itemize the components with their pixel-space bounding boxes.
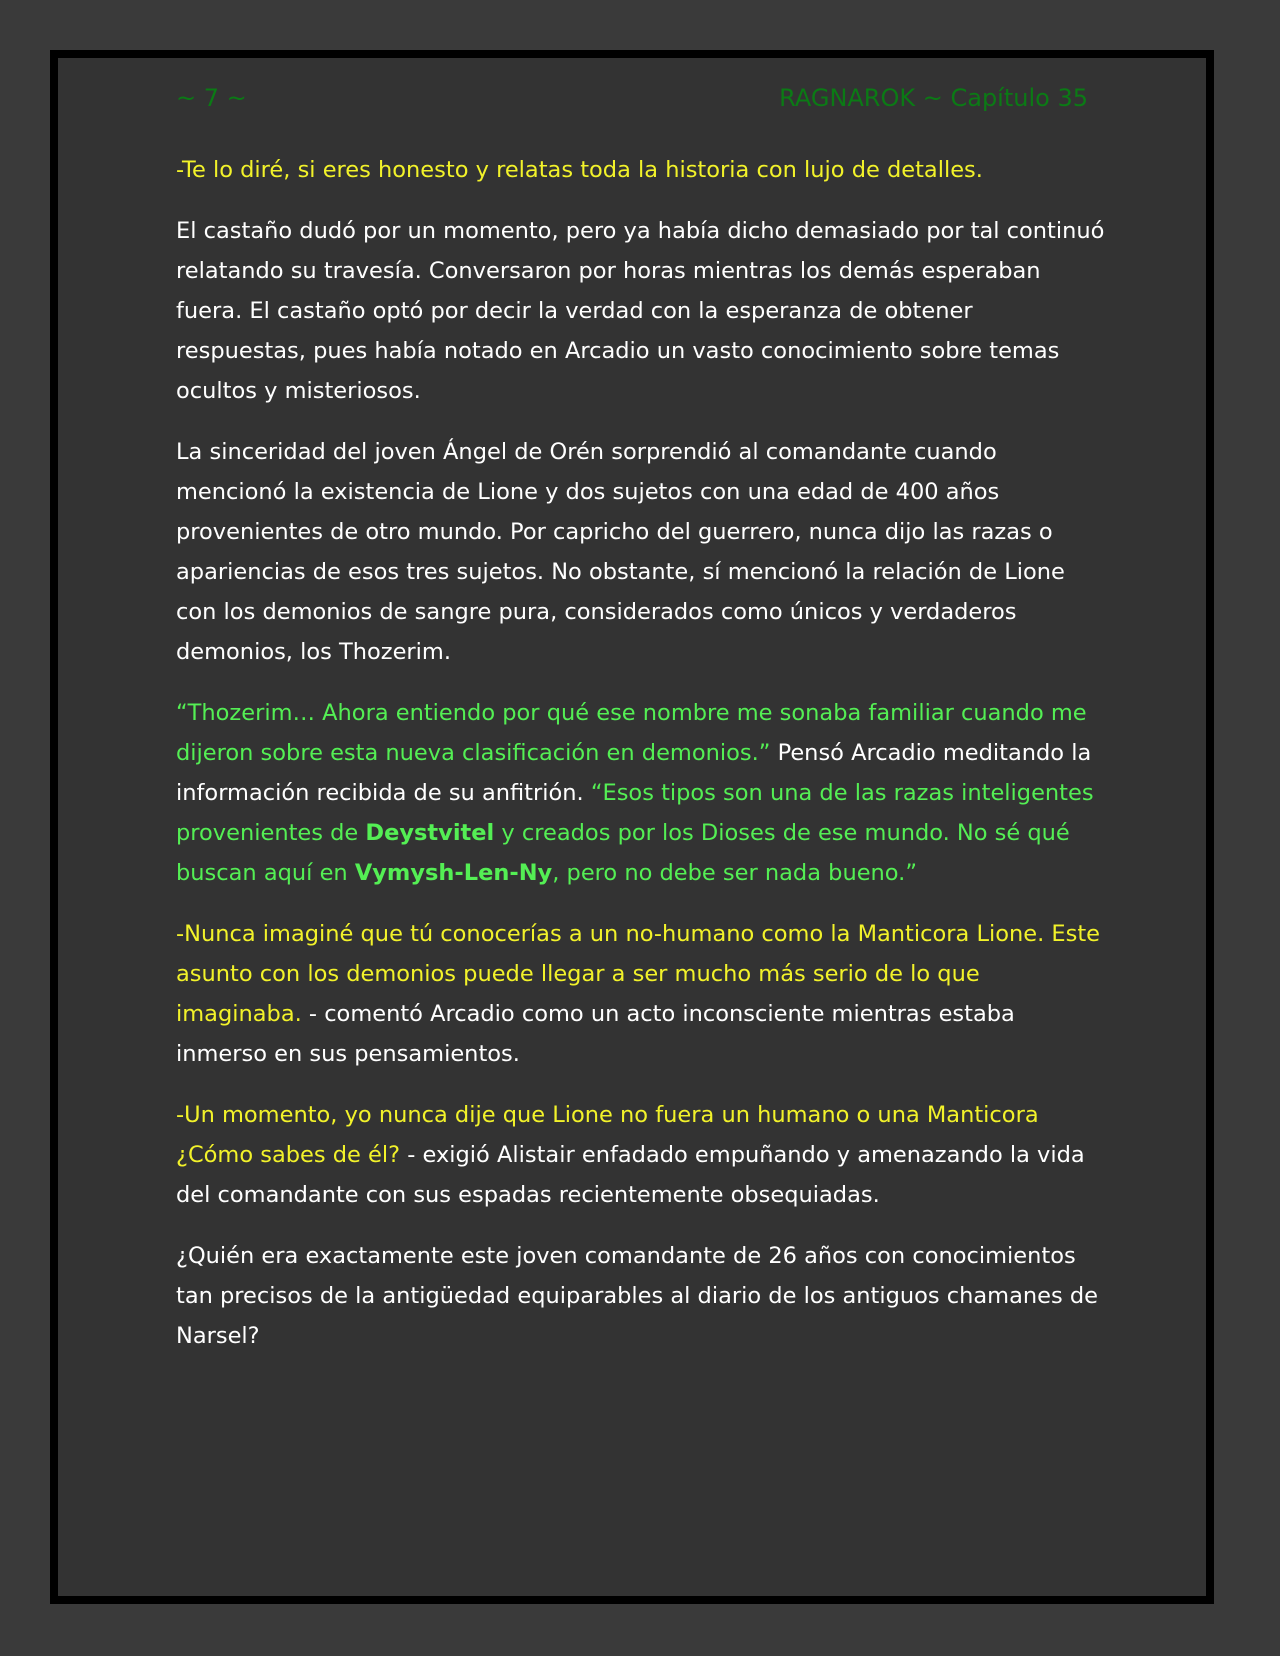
- dialogue-paragraph: [176, 914, 1106, 1074]
- body-text: [176, 150, 1106, 1377]
- page-frame: [50, 50, 1214, 1604]
- thought-text: , pero no debe ser nada bueno.”: [552, 860, 917, 886]
- chapter-title: RAGNAROK ~ Capítulo 35: [779, 84, 1088, 112]
- narration-text: ¿Quién era exactamente este joven comandante de 26 años con conocimientos tan precisos de la antigüedad equiparables al diario de los antiguos chamanes de Narsel?: [176, 1243, 1098, 1349]
- world-name-deystvitel: Deystvitel: [365, 820, 495, 846]
- narration-text: La sinceridad del joven Ángel de Orén sorprendió al comandante cuando mencionó la existencia de Lione y dos sujetos con una edad de 400 años provenientes de otro mundo. Por capricho del guerrero, nunca dijo las razas o apariencias de esos tres sujetos. No obstante, sí mencionó la relación de Lione con los demonios de sangre pura, considerados como únicos y verdaderos demonios, los Thozerim.: [176, 439, 1065, 665]
- thought-text: “Thozerim… Ahora entiendo por qué ese nombre me sonaba familiar cuando me dijeron sobre esta nueva clasificación en demonios.”: [176, 700, 1087, 766]
- thought-text: y creados por los Dioses de ese mundo. No sé qué buscan aquí en: [176, 820, 1070, 886]
- dialogue-text: -Nunca imaginé que tú conocerías a un no-humano como la Manticora Lione. Este asunto con los demonios puede llegar a ser mucho más serio de lo que imaginaba.: [176, 921, 1101, 1027]
- page-number: ~ 7 ~: [176, 84, 247, 112]
- dialogue-text: -Te lo diré, si eres honesto y relatas toda la historia con lujo de detalles.: [176, 157, 983, 183]
- dialogue-paragraph: [176, 150, 1106, 190]
- world-name-vymysh-len-ny: Vymysh-Len-Ny: [354, 860, 553, 886]
- narration-text: Pensó Arcadio meditando la información recibida de su anfitrión.: [176, 740, 1092, 806]
- narration-paragraph: [176, 432, 1106, 672]
- narration-paragraph: [176, 211, 1106, 411]
- narration-text: El castaño dudó por un momento, pero ya había dicho demasiado por tal continuó relatando su travesía. Conversaron por horas mientras los demás esperaban fuera. El castaño optó por decir la verdad con la esperanza de obtener respuestas, pues había notado en Arcadio un vasto conocimiento sobre temas ocultos y misteriosos.: [176, 218, 1105, 404]
- thought-paragraph: [176, 693, 1106, 893]
- dialogue-paragraph: [176, 1095, 1106, 1215]
- running-header: [176, 84, 1088, 124]
- narration-text: - comentó Arcadio como un acto inconsciente mientras estaba inmerso en sus pensamientos.: [176, 1001, 1015, 1067]
- thought-text: “Esos tipos son una de las razas inteligentes provenientes de: [176, 780, 1094, 846]
- narration-paragraph: [176, 1236, 1106, 1356]
- narration-text: - exigió Alistair enfadado empuñando y amenazando la vida del comandante con sus espadas recientemente obsequiadas.: [176, 1142, 1085, 1208]
- dialogue-text: -Un momento, yo nunca dije que Lione no fuera un humano o una Manticora ¿Cómo sabes de él?: [176, 1102, 1039, 1168]
